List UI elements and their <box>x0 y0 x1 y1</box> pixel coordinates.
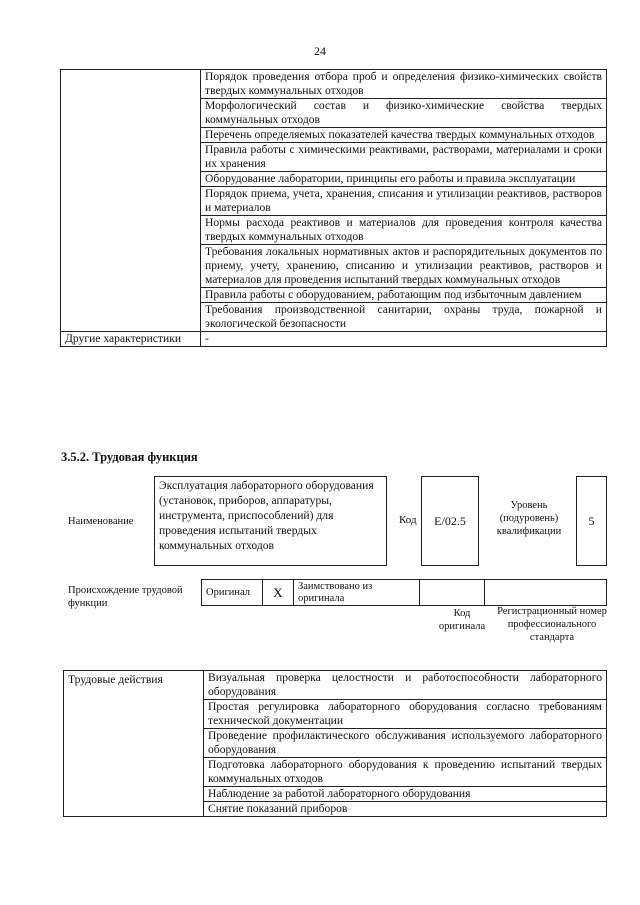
table-cell-right: Проведение профилактического обслуживания используемого лабораторного оборудования <box>204 729 607 758</box>
table-cell-right: Требования локальных нормативных актов и распорядительных документов по приему, учету, хранению, списанию и утилизации реактивов, растворов и материалов для проведения испытаний твердых коммунальных отходов <box>201 245 607 288</box>
table-cell-right: Снятие показаний приборов <box>204 802 607 817</box>
table-cell-right: Перечень определяемых показателей качества твердых коммунальных отходов <box>201 128 607 143</box>
table-cell-left <box>61 70 201 332</box>
origin-code-cell <box>420 580 485 606</box>
table-row <box>61 70 607 99</box>
table-cell-right: Наблюдение за работой лабораторного оборудования <box>204 787 607 802</box>
registration-number-caption: Регистрационный номер профессионального стандарта <box>497 606 607 643</box>
qualification-level-label: Уровень (подуровень) квалификации <box>496 500 562 537</box>
function-code-box: E/02.5 <box>421 476 479 566</box>
table-cell-right: Порядок приема, учета, хранения, списания и утилизации реактивов, растворов и материалов <box>201 187 607 216</box>
labor-actions-label: Трудовые действия <box>64 671 204 817</box>
other-characteristics-value: - <box>201 332 607 347</box>
table-cell-right: Морфологический состав и физико-химические свойства твердых коммунальных отходов <box>201 99 607 128</box>
name-label: Наименование <box>68 516 134 527</box>
original-label: Оригинал <box>202 580 263 606</box>
original-mark: X <box>263 580 294 606</box>
table-cell-right: Визуальная проверка целостности и работоспособности лабораторного оборудования <box>204 671 607 700</box>
table-cell-right: Нормы расхода реактивов и материалов для проведения контроля качества твердых коммунальных отходов <box>201 216 607 245</box>
qualification-level-box: 5 <box>576 476 607 566</box>
other-characteristics-label: Другие характеристики <box>61 332 201 347</box>
origin-table <box>201 579 607 606</box>
table-cell-right: Правила работы с оборудованием, работающим под избыточным давлением <box>201 288 607 303</box>
table-row <box>61 332 607 347</box>
table-cell-right: Подготовка лабораторного оборудования к проведению испытаний твердых коммунальных отходов <box>204 758 607 787</box>
labor-actions-table <box>63 670 607 817</box>
table-row <box>64 671 607 700</box>
table-cell-right: Порядок проведения отбора проб и определения физико-химических свойств твердых коммунальных отходов <box>201 70 607 99</box>
function-name-box: Эксплуатация лабораторного оборудования (установок, приборов, аппаратуры, инструмента, приспособлений) для проведения испытаний твердых коммунальных отходов <box>154 476 387 566</box>
origin-code-caption: Код оригинала <box>438 608 486 632</box>
section-title: 3.5.2. Трудовая функция <box>61 450 198 464</box>
registration-number-cell <box>485 580 607 606</box>
origin-label: Происхождение трудовой функции <box>68 585 183 609</box>
table-cell-right: Требования производственной санитарии, охраны труда, пожарной и экологической безопасности <box>201 303 607 332</box>
code-label: Код <box>399 514 417 526</box>
knowledge-table <box>60 69 607 347</box>
borrowed-label: Заимствовано из оригинала <box>294 580 420 606</box>
table-cell-right: Оборудование лаборатории, принципы его работы и правила эксплуатации <box>201 172 607 187</box>
table-cell-right: Простая регулировка лабораторного оборудования согласно требованиям технической документации <box>204 700 607 729</box>
page-number: 24 <box>314 44 326 58</box>
table-cell-right: Правила работы с химическими реактивами, растворами, материалами и сроки их хранения <box>201 143 607 172</box>
